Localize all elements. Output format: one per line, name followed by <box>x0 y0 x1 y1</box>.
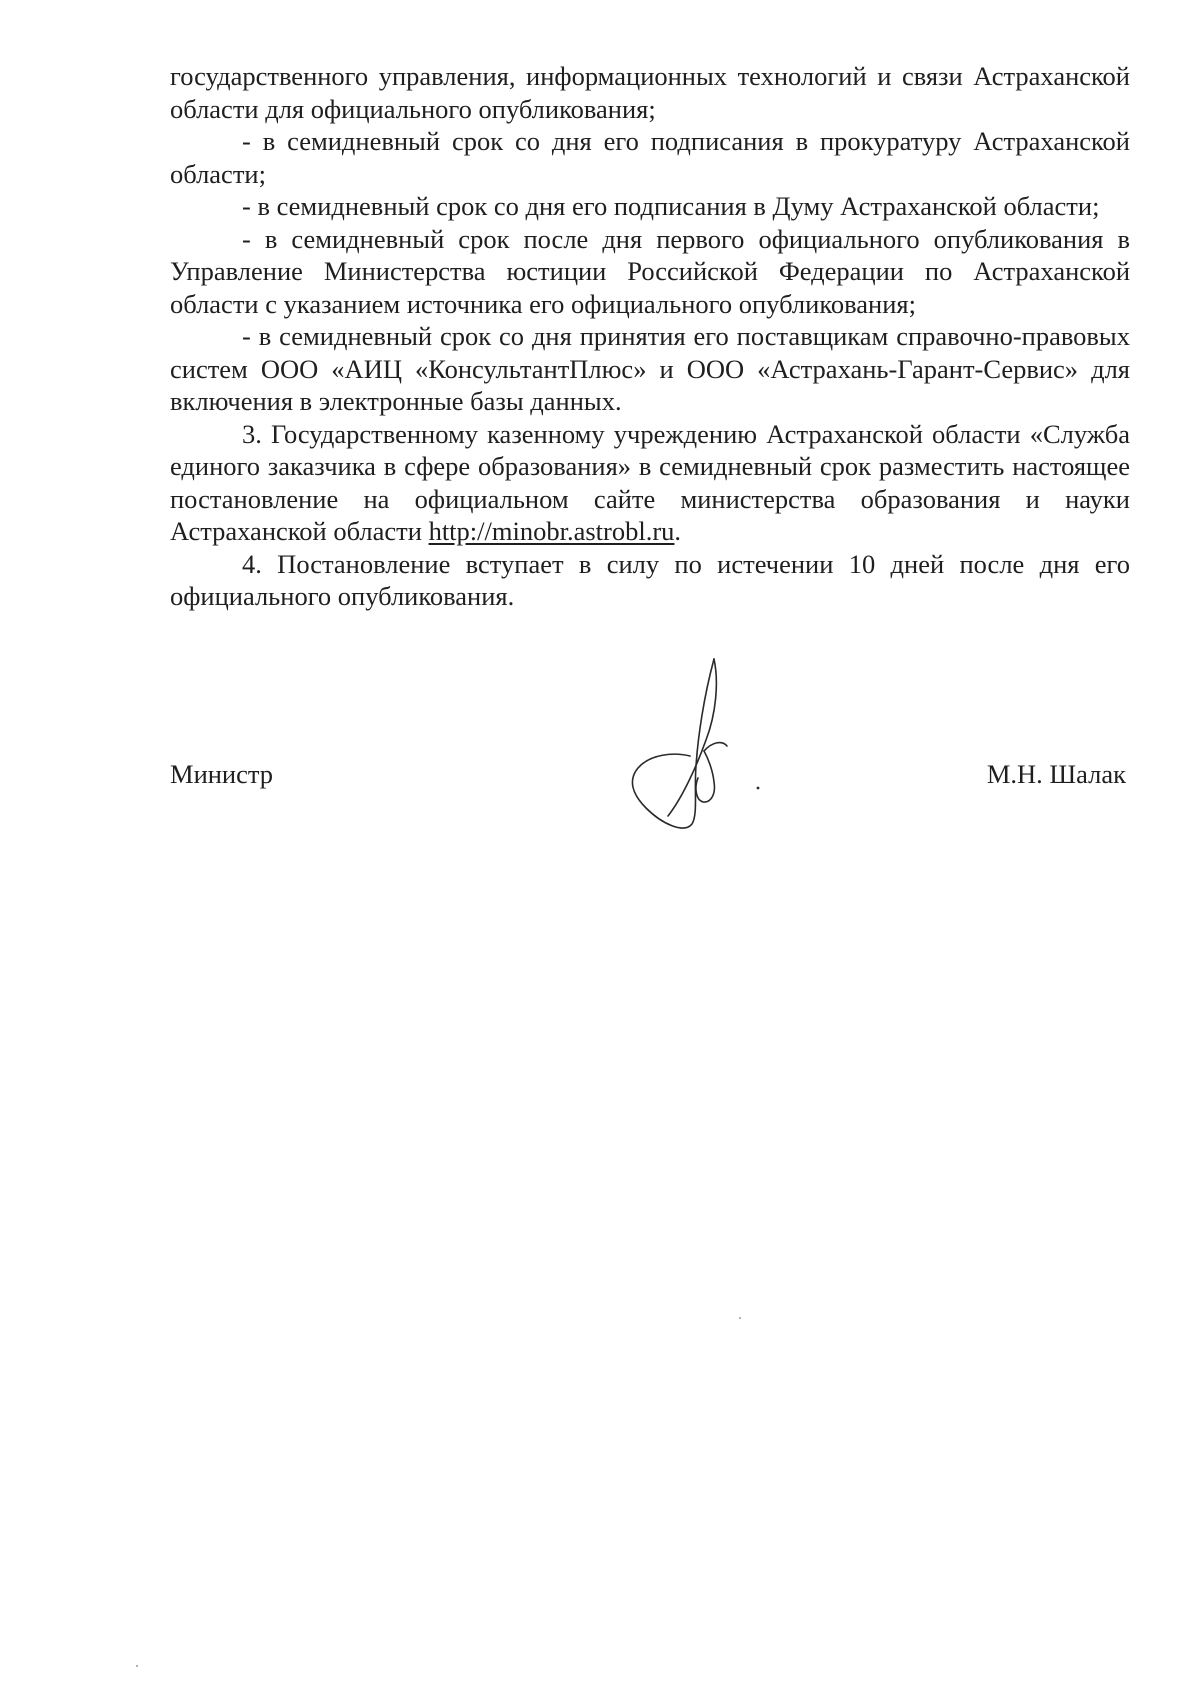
paragraph-distribution-intro <box>170 60 1130 125</box>
paragraph-prosecutor <box>170 125 1130 190</box>
scan-speck <box>136 1665 138 1667</box>
paragraph-text: - в семидневный срок со дня его подписания в Думу Астраханской области; <box>242 191 1100 221</box>
paragraph-text: - в семидневный срок со дня его подписания в прокуратуру Астраханской области; <box>170 126 1130 189</box>
paragraph-text: 4. Постановление вступает в силу по истечении 10 дней после дня его официального опубликования. <box>170 548 1130 611</box>
signatory-name: М.Н. Шалак <box>986 759 1126 789</box>
paragraph-end-punctuation: . <box>674 516 682 546</box>
paragraph-ministry-of-justice <box>170 223 1130 321</box>
paragraph-duma <box>170 190 1130 223</box>
paragraph-item-4 <box>170 548 1130 613</box>
paragraph-text: 3. Государственному казенному учреждению Астраханской области «Служба единого заказчика в сфере образования» в семидневный срок разместить настоящее постановление на официальном сайте министерства образования и науки Астраханской области <box>170 418 1130 546</box>
paragraph-text: государственного управления, информационных технологий и связи Астраханской области для официального опубликования; <box>170 61 1130 124</box>
website-link[interactable]: http://minobr.astrobl.ru <box>428 516 675 546</box>
handwritten-signature <box>624 656 774 836</box>
signatory-role: Министр <box>170 759 274 789</box>
paragraph-legal-systems <box>170 320 1130 418</box>
paragraph-item-3 <box>170 418 1130 548</box>
scan-speck <box>739 1317 741 1319</box>
paragraph-text: - в семидневный срок после дня первого официального опубликования в Управление Министерства юстиции Российской Федерации по Астраханской области с указанием источника его официального опубликования; <box>170 223 1130 319</box>
paragraph-text: - в семидневный срок со дня принятия его поставщикам справочно-правовых систем ООО «АИЦ «КонсультантПлюс» и ООО «Астрахань-Гарант-Сервис» для включения в электронные базы данных. <box>170 321 1130 416</box>
document-body <box>170 60 1130 613</box>
